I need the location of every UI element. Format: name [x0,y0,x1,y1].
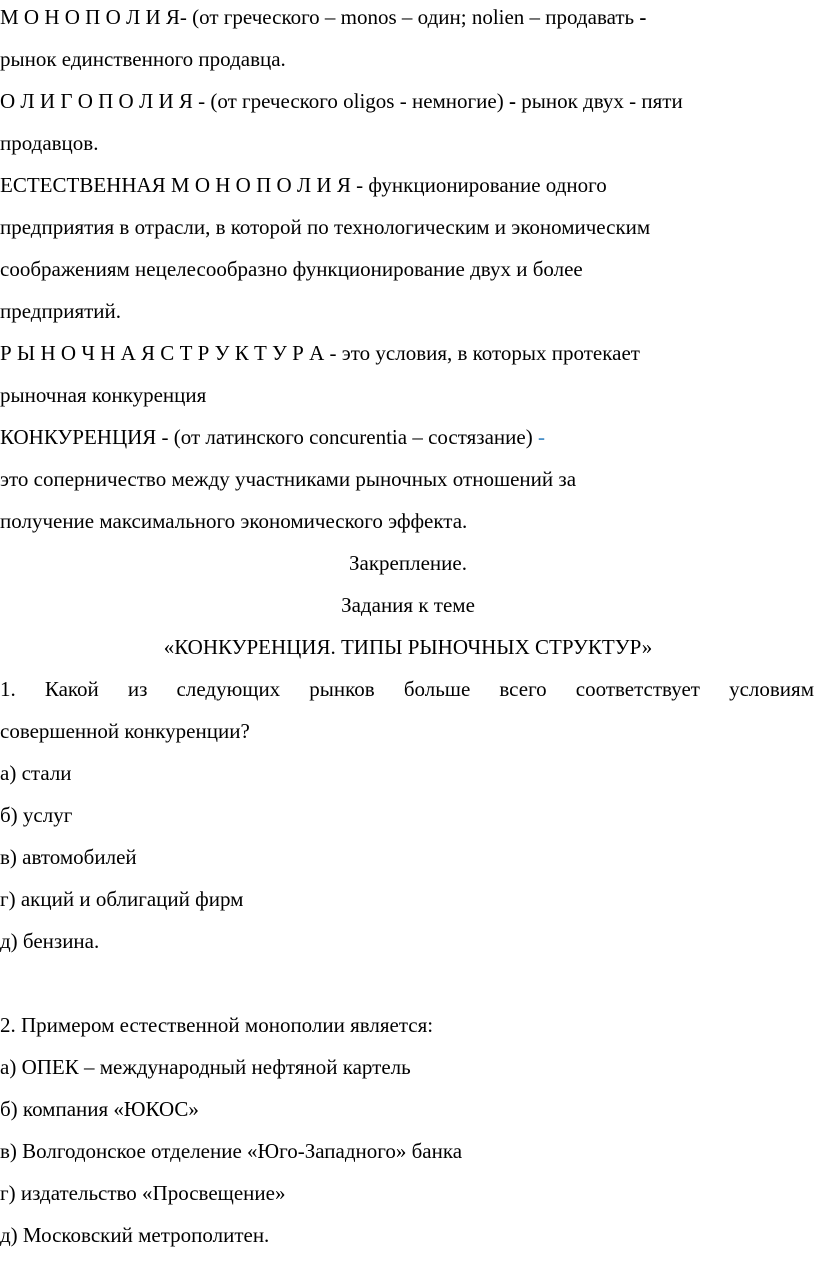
question-2-option-c: в) Волгодонское отделение «Юго-Западного» банка [0,1139,463,1163]
monopoly-definition-line-1 [0,3,816,31]
question-2-option-a: а) ОПЕК – международный нефтяной картель [0,1055,411,1079]
natural-monopoly-line-3: соображениям нецелесообразно функционирование двух и более [0,257,583,281]
competition-definition-line-1 [0,423,816,451]
question-1-option-b: б) услуг [0,803,73,827]
question-1-option-a: а) стали [0,761,72,785]
market-structure-line-2: рыночная конкуренция [0,383,207,407]
question-1-text-line-2: совершенной конкуренции? [0,719,250,743]
monopoly-definition-dash: - [639,5,647,29]
natural-monopoly-line-4: предприятий. [0,299,122,323]
competition-definition-text: КОНКУРЕНЦИЯ - (от латинского concurentia – состязание) [0,425,538,449]
oligopoly-definition-dash: - [508,89,516,113]
natural-monopoly-line-1: ЕСТЕСТВЕННАЯ М О Н О П О Л И Я - функционирование одного [0,173,607,197]
oligopoly-definition-text-a: О Л И Г О П О Л И Я - (от греческого oligos - немногие) [0,89,509,113]
competition-definition-line-2: это соперничество между участниками рыночных отношений за [0,467,577,491]
question-1-option-d: г) акций и облигаций фирм [0,887,244,911]
question-2-option-d: г) издательство «Просвещение» [0,1181,286,1205]
oligopoly-definition-line-2: продавцов. [0,131,99,155]
question-2-text: 2. Примером естественной монополии является: [0,1013,434,1037]
market-structure-line-1: Р Ы Н О Ч Н А Я С Т Р У К Т У Р А - это условия, в которых протекает [0,341,640,365]
question-1-option-c: в) автомобилей [0,845,137,869]
section-heading-tasks: Задания к теме [341,593,475,617]
monopoly-definition-text: М О Н О П О Л И Я- (от греческого – monos – один; nolien – продавать [0,5,640,29]
section-heading-topic: «КОНКУРЕНЦИЯ. ТИПЫ РЫНОЧНЫХ СТРУКТУР» [163,635,653,659]
section-heading-consolidation: Закрепление. [349,551,467,575]
oligopoly-definition-text-b: рынок двух - пяти [515,89,683,113]
question-2-option-b: б) компания «ЮКОС» [0,1097,199,1121]
competition-definition-line-3: получение максимального экономического эффекта. [0,509,468,533]
question-1-text-line-1: 1. Какой из следующих рынков больше всего соответствует условиям [0,677,814,701]
natural-monopoly-line-2: предприятия в отрасли, в которой по технологическим и экономическим [0,215,651,239]
competition-definition-dash: - [537,425,545,449]
oligopoly-definition-line-1 [0,87,816,115]
monopoly-definition-line-2: рынок единственного продавца. [0,47,286,71]
question-1-option-e: д) бензина. [0,929,100,953]
question-2-option-e: д) Московский метрополитен. [0,1223,270,1247]
